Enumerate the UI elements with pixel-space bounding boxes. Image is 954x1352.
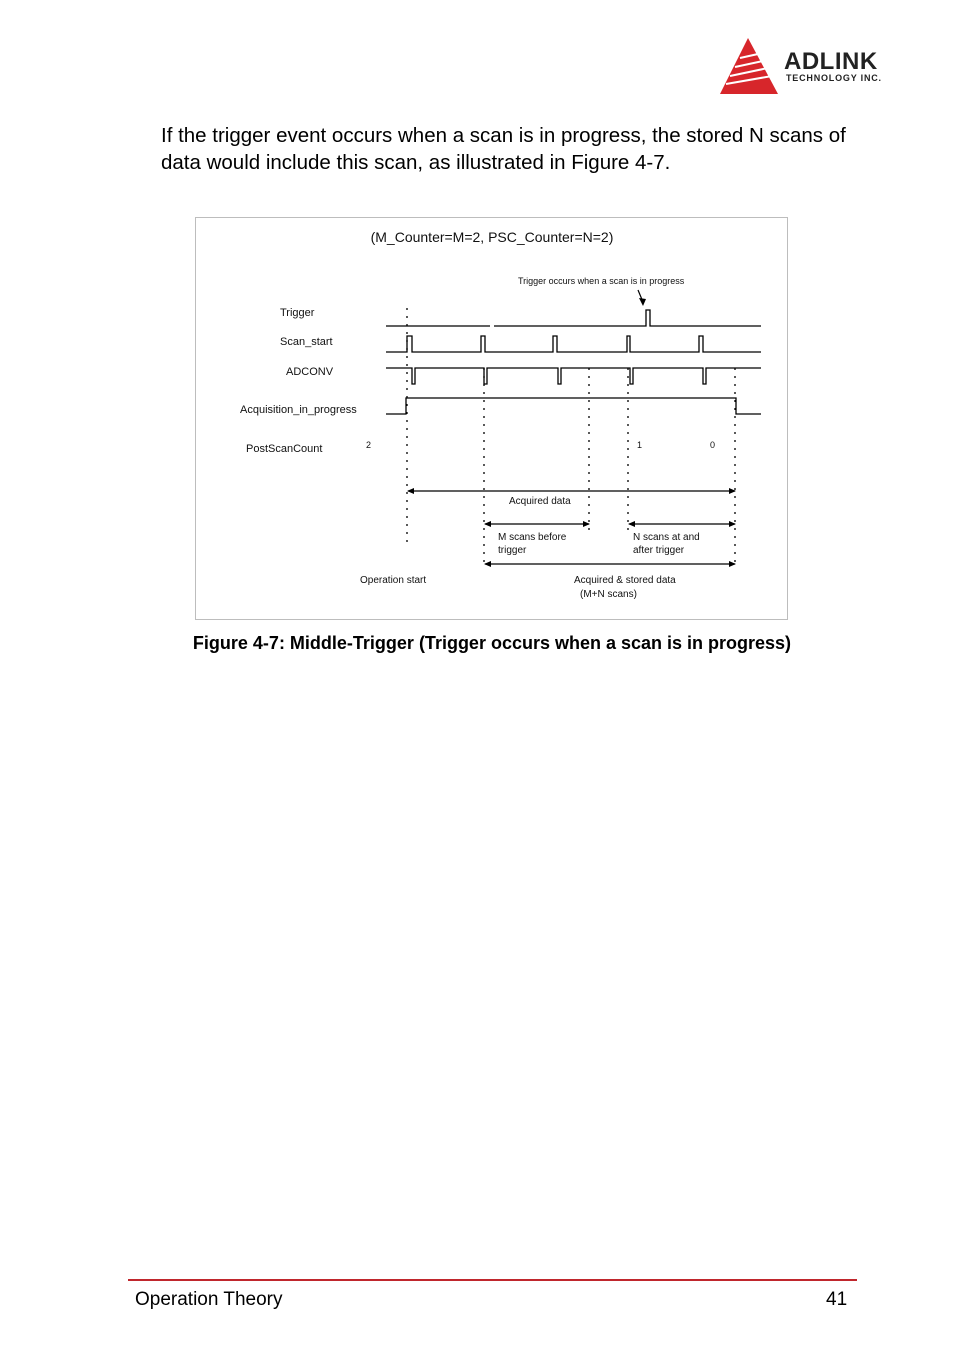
body-paragraph: If the trigger event occurs when a scan is in progress, the stored N scans of data would include this scan, as illustrated in Figure 4-7. [161, 124, 846, 174]
diagram-title: (M_Counter=M=2, PSC_Counter=N=2) [370, 229, 614, 245]
figure-caption: Figure 4-7: Middle-Trigger (Trigger occurs when a scan is in progress) [192, 633, 792, 653]
postscan-count-2: 2 [366, 440, 372, 450]
signal-label-trigger: Trigger [280, 307, 315, 319]
brand-subtitle: TECHNOLOGY INC. [786, 73, 882, 83]
signal-label-adconv: ADCONV [286, 366, 334, 378]
trigger-note: Trigger occurs when a scan is in progress [518, 276, 685, 286]
page-number: 41 [826, 1289, 848, 1310]
waveform-trigger [386, 310, 761, 326]
timing-diagram-figure [195, 217, 788, 620]
acquired-data-label: Acquired data [509, 496, 571, 507]
footer-rule [128, 1279, 857, 1281]
n-arrowhead-left [628, 521, 635, 527]
acquired-arrowhead-left [407, 488, 414, 494]
m-scans-label-1: M scans before [498, 532, 567, 543]
waveform-acquisition [386, 398, 761, 414]
trigger-note-arrowhead [639, 298, 646, 306]
n-scans-label-2: after trigger [633, 545, 685, 556]
postscan-count-0: 0 [710, 440, 716, 450]
signal-label-scan-start: Scan_start [280, 336, 333, 348]
vertical-guides [407, 308, 735, 568]
timing-diagram [196, 218, 789, 621]
n-scans-label-1: N scans at and [633, 532, 700, 543]
postscan-count-1: 1 [637, 440, 643, 450]
logo-triangle-icon [718, 36, 782, 100]
adlink-logo [718, 36, 914, 100]
stored-data-label-1: Acquired & stored data [574, 575, 676, 586]
m-arrowhead-left [484, 521, 491, 527]
m-scans-label-2: trigger [498, 545, 527, 556]
signal-label-acquisition: Acquisition_in_progress [240, 404, 357, 416]
waveform-adconv [386, 368, 761, 384]
footer-section-title: Operation Theory [135, 1289, 283, 1310]
waveform-scan-start [386, 336, 761, 352]
stored-data-label-2: (M+N scans) [580, 589, 637, 600]
stored-arrowhead-left [484, 561, 491, 567]
brand-name: ADLINK [784, 48, 878, 75]
operation-start-label: Operation start [360, 575, 427, 586]
signal-label-postscan: PostScanCount [246, 443, 323, 455]
